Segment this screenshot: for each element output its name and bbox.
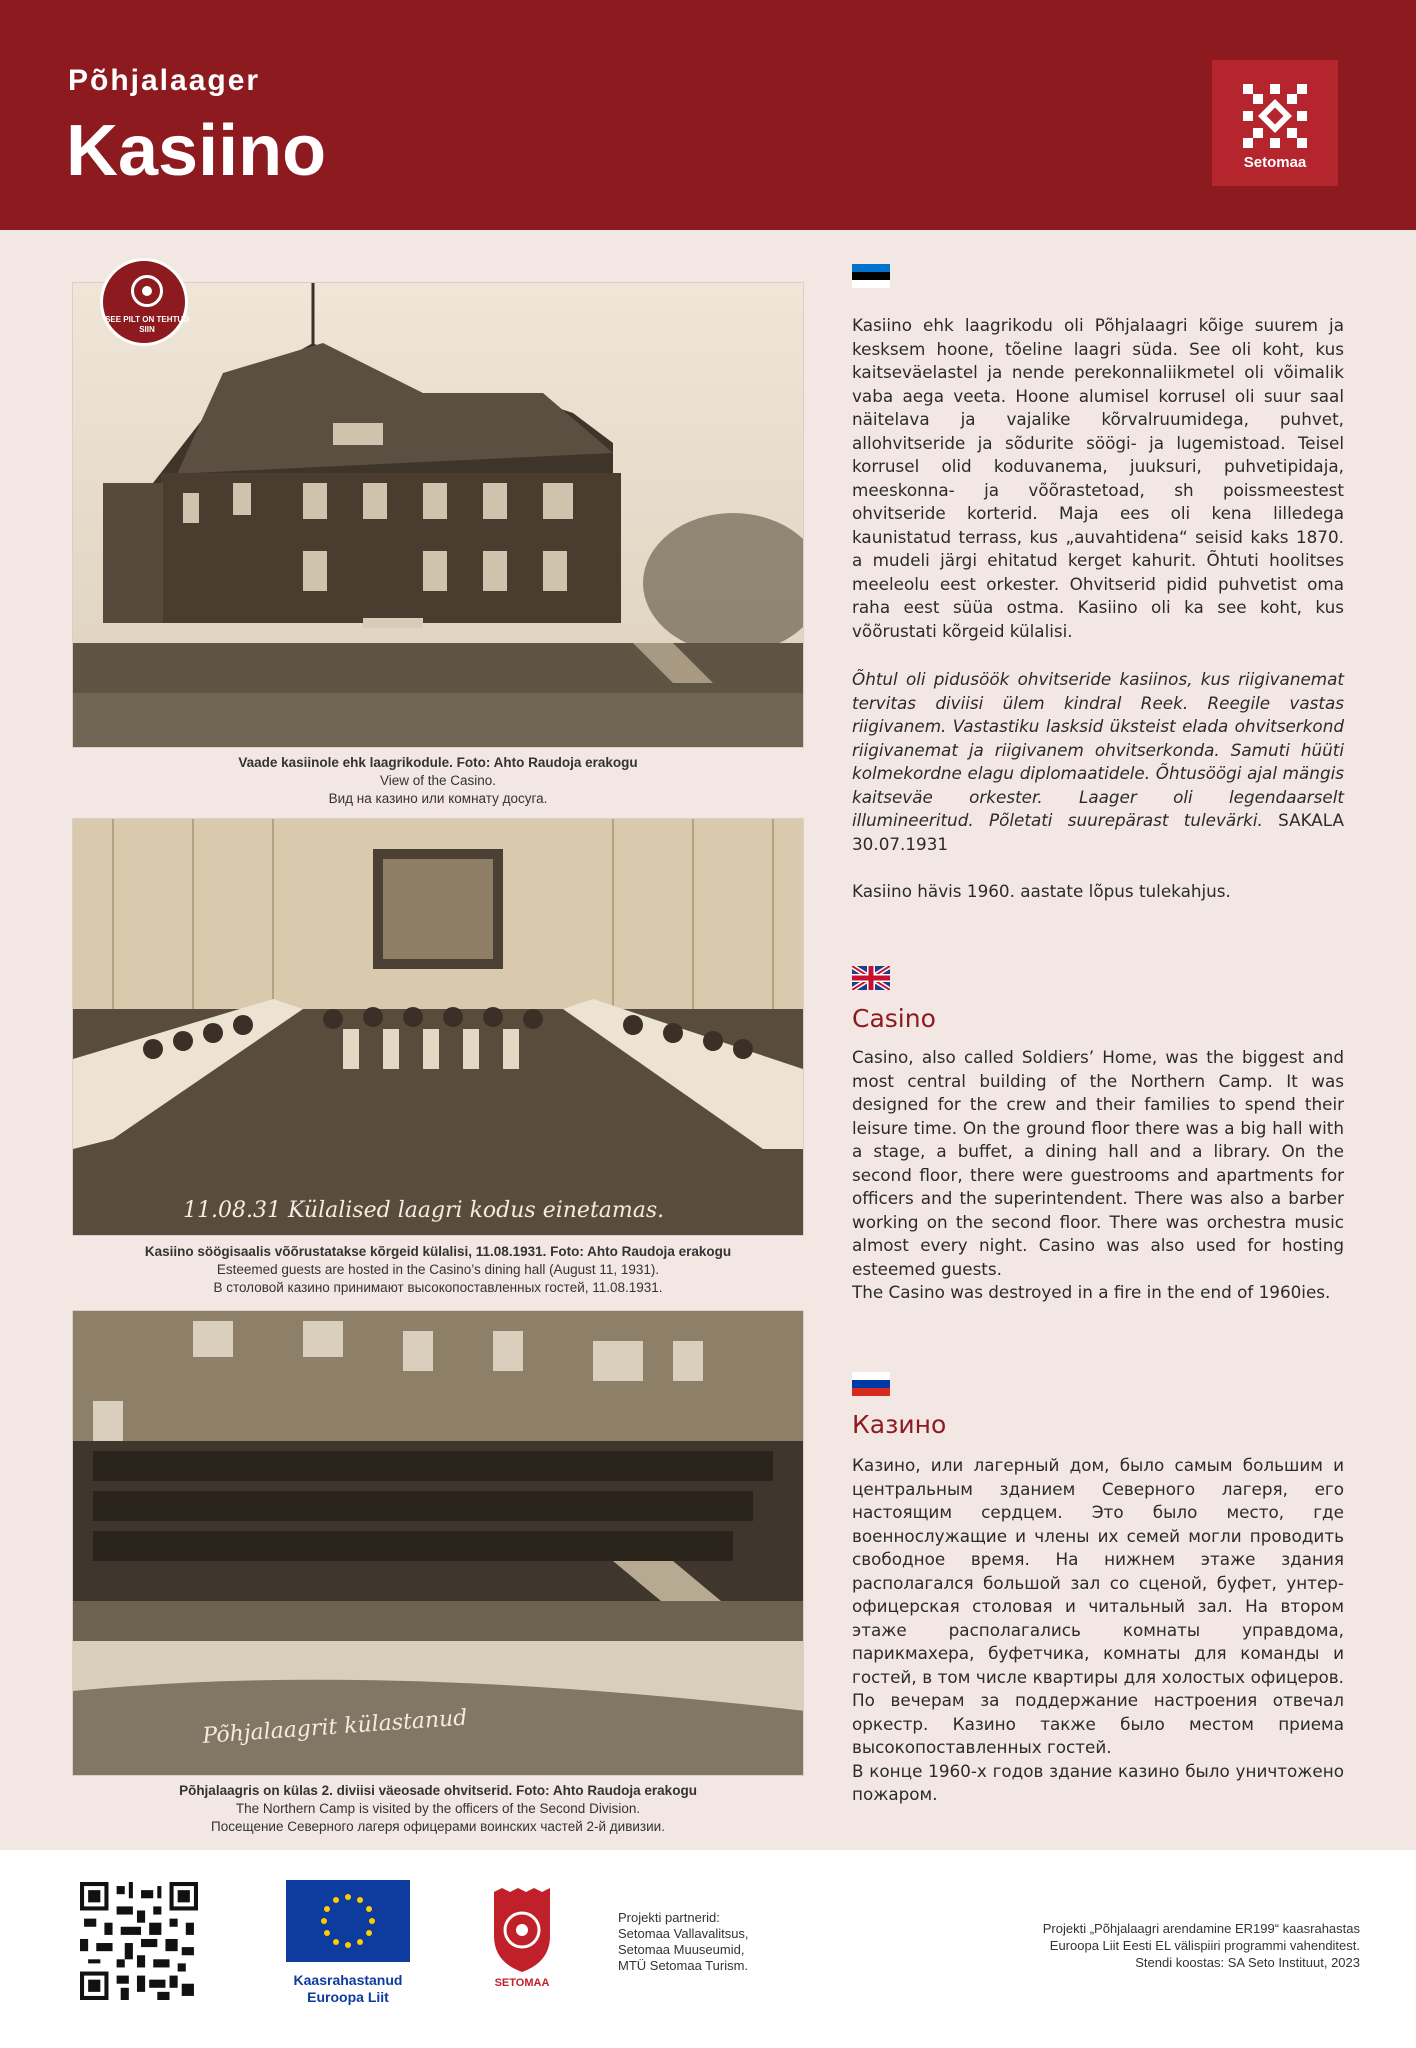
photo-officers-group	[72, 1310, 804, 1776]
estonian-quote: Õhtul oli pidusöök ohvitseride kasiinos, kus riigivanemat tervitas diviisi ülem kindral Reek. Reegile vastas riigivanem. Vastastiku lasksid üksteist elada ohvitserkond riigivanemat ja riigivanem ohvitserkonda. Samuti hüüti kolmekordne elagu diplomaatidele. Õhtusöögi ajal mängis kaitseväe orkester. Laager oli legendaarselt illumineeritud. Põletati suurepärast tulevärki. SAKALA 30.07.1931	[852, 669, 1345, 854]
setomaa-logo	[1212, 60, 1338, 186]
photo-handwritten-note: 11.08.31 Külalised laagri kodus einetamas.	[183, 1198, 665, 1223]
photo-caption-1: Vaade kasiinole ehk laagrikodule. Foto: Ahto Raudoja erakogu View of the Casino. Вид на казино или комнату досуга.	[238, 755, 638, 806]
quote-source: SAKALA 30.07.1931	[852, 810, 1345, 854]
uk-flag-icon	[852, 966, 890, 990]
seto-crest-label: SETOMAA	[494, 1977, 550, 1989]
eu-label: Kaasrahastanud Euroopa Liit	[293, 1972, 403, 2005]
russian-heading: Казино	[852, 1410, 947, 1439]
photo-caption-2: Kasiino söögisaalis võõrustatakse kõrgeid külalisi, 11.08.1931. Foto: Ahto Raudoja erakogu Esteemed guests are hosted in the Casino’s dining hall (August 11, 1931). В столовой казино принимают высокопоставленных гостей, 11.08.1931.	[144, 1244, 732, 1295]
setomaa-crest-icon	[490, 1886, 554, 1990]
header-banner	[0, 0, 1416, 230]
english-heading: Casino	[852, 1004, 936, 1033]
photo-handwritten-note: Põhjalaagrit külastanud	[201, 1705, 469, 1749]
photo-casino-exterior	[72, 282, 804, 748]
funding-credits: Projekti „Põhjalaagri arendamine ER199“ kaasrahastas Euroopa Liit Eesti EL välispiiri programmi vahenditest. Stendi koostas: SA Seto Instituut, 2023	[1042, 1921, 1360, 1970]
russian-flag-icon	[852, 1372, 890, 1396]
camera-pin-icon	[131, 275, 163, 307]
logo-label: Setomaa	[1243, 154, 1307, 171]
page-overline: Põhjalaager	[68, 64, 261, 97]
russian-paragraph-2: В конце 1960-х годов здание казино было уничтожено пожаром.	[852, 1760, 1344, 1804]
eu-flag-icon	[286, 1880, 410, 1962]
project-partners: Projekti partnerid: Setomaa Vallavalitsus, Setomaa Muuseumid, MTÜ Setomaa Turism.	[618, 1910, 749, 1973]
page-title: Kasiino	[66, 111, 327, 191]
photo-caption-3: Põhjalaagris on külas 2. diviisi väeosade ohvitserid. Foto: Ahto Raudoja erakogu The Northern Camp is visited by the officers of the Second Division. Посещение Северного лагеря офицерами воинских частей 2-й дивизии.	[179, 1783, 697, 1834]
russian-text	[852, 1454, 1344, 1807]
estonian-paragraph-3: Kasiino hävis 1960. aastate lõpus tulekahjus.	[852, 881, 1231, 901]
russian-paragraph-1: Казино, или лагерный дом, было самым большим и центральным зданием Северного лагеря, его настоящим сердцем. Это было место, где военнослужащие и члены их семей могли проводить свободное время. На нижнем этаже здания располагался большой зал со сценой, буфет, унтер-офицерская столовая и читальный зал. На втором этаже располагались комнаты управдома, парикмахера, буфетчика, комнаты для команды и гостей, в том числе квартиры для холостых офицеров. По вечерам за поддержание настроения отвечал оркестр. Казино также было местом приема высокопоставленных гостей.	[852, 1455, 1344, 1757]
english-text	[852, 1046, 1344, 1305]
seto-cross-icon	[1239, 80, 1311, 152]
photo-location-badge: SEE PILT ON TEHTUD SIIN	[100, 258, 188, 346]
english-paragraph-2: The Casino was destroyed in a fire in the end of 1960ies.	[852, 1282, 1331, 1302]
qr-code-icon[interactable]	[80, 1882, 198, 2000]
photo-dining-hall	[72, 818, 804, 1236]
estonian-paragraph-1: Kasiino ehk laagrikodu oli Põhjalaagri kõige suurem ja kesksem hoone, tõeline laagri süda. See oli koht, kus kaitseväelastel ja nende perekonnaliikmetel oli võimalik vaba aega veeta. Hoone alumisel korrusel oli suur saal näitelava ja vajalike kõrvalruumidega, puhvet, allohvitseride ja sõdurite söögi- ja lugemistoad. Teisel korrusel olid koduvanema, juuksuri, puhvetipidaja, meeskonna- ja võõrastetoad, sh poissmeestest ohvitseride korterid. Maja ees oli kena lilledega kaunistatud terrass, kus „auvahtidena“ seisid kaks 1870. a mudeli järgi ehitatud kerget kahurit. Õhtuti hoolitses meeleolu eest orkester. Ohvitserid pidid puhvetist oma raha eest süüa ostma. Kasiino oli ka see koht, kus võõrustati kõrgeid külalisi.	[852, 315, 1344, 641]
estonian-flag-icon	[852, 264, 890, 288]
english-paragraph-1: Casino, also called Soldiers’ Home, was the biggest and most central building of the Northern Camp. It was designed for the crew and their families to spend their leisure time. On the ground floor there was a big hall with a stage, a buffet, a dining hall and a library. On the second floor, there were guestrooms and apartments for officers and the superintendent. There was also a barber working on the second floor. There was orchestra music almost every night. Casino was also used for hosting esteemed guests.	[852, 1047, 1344, 1279]
